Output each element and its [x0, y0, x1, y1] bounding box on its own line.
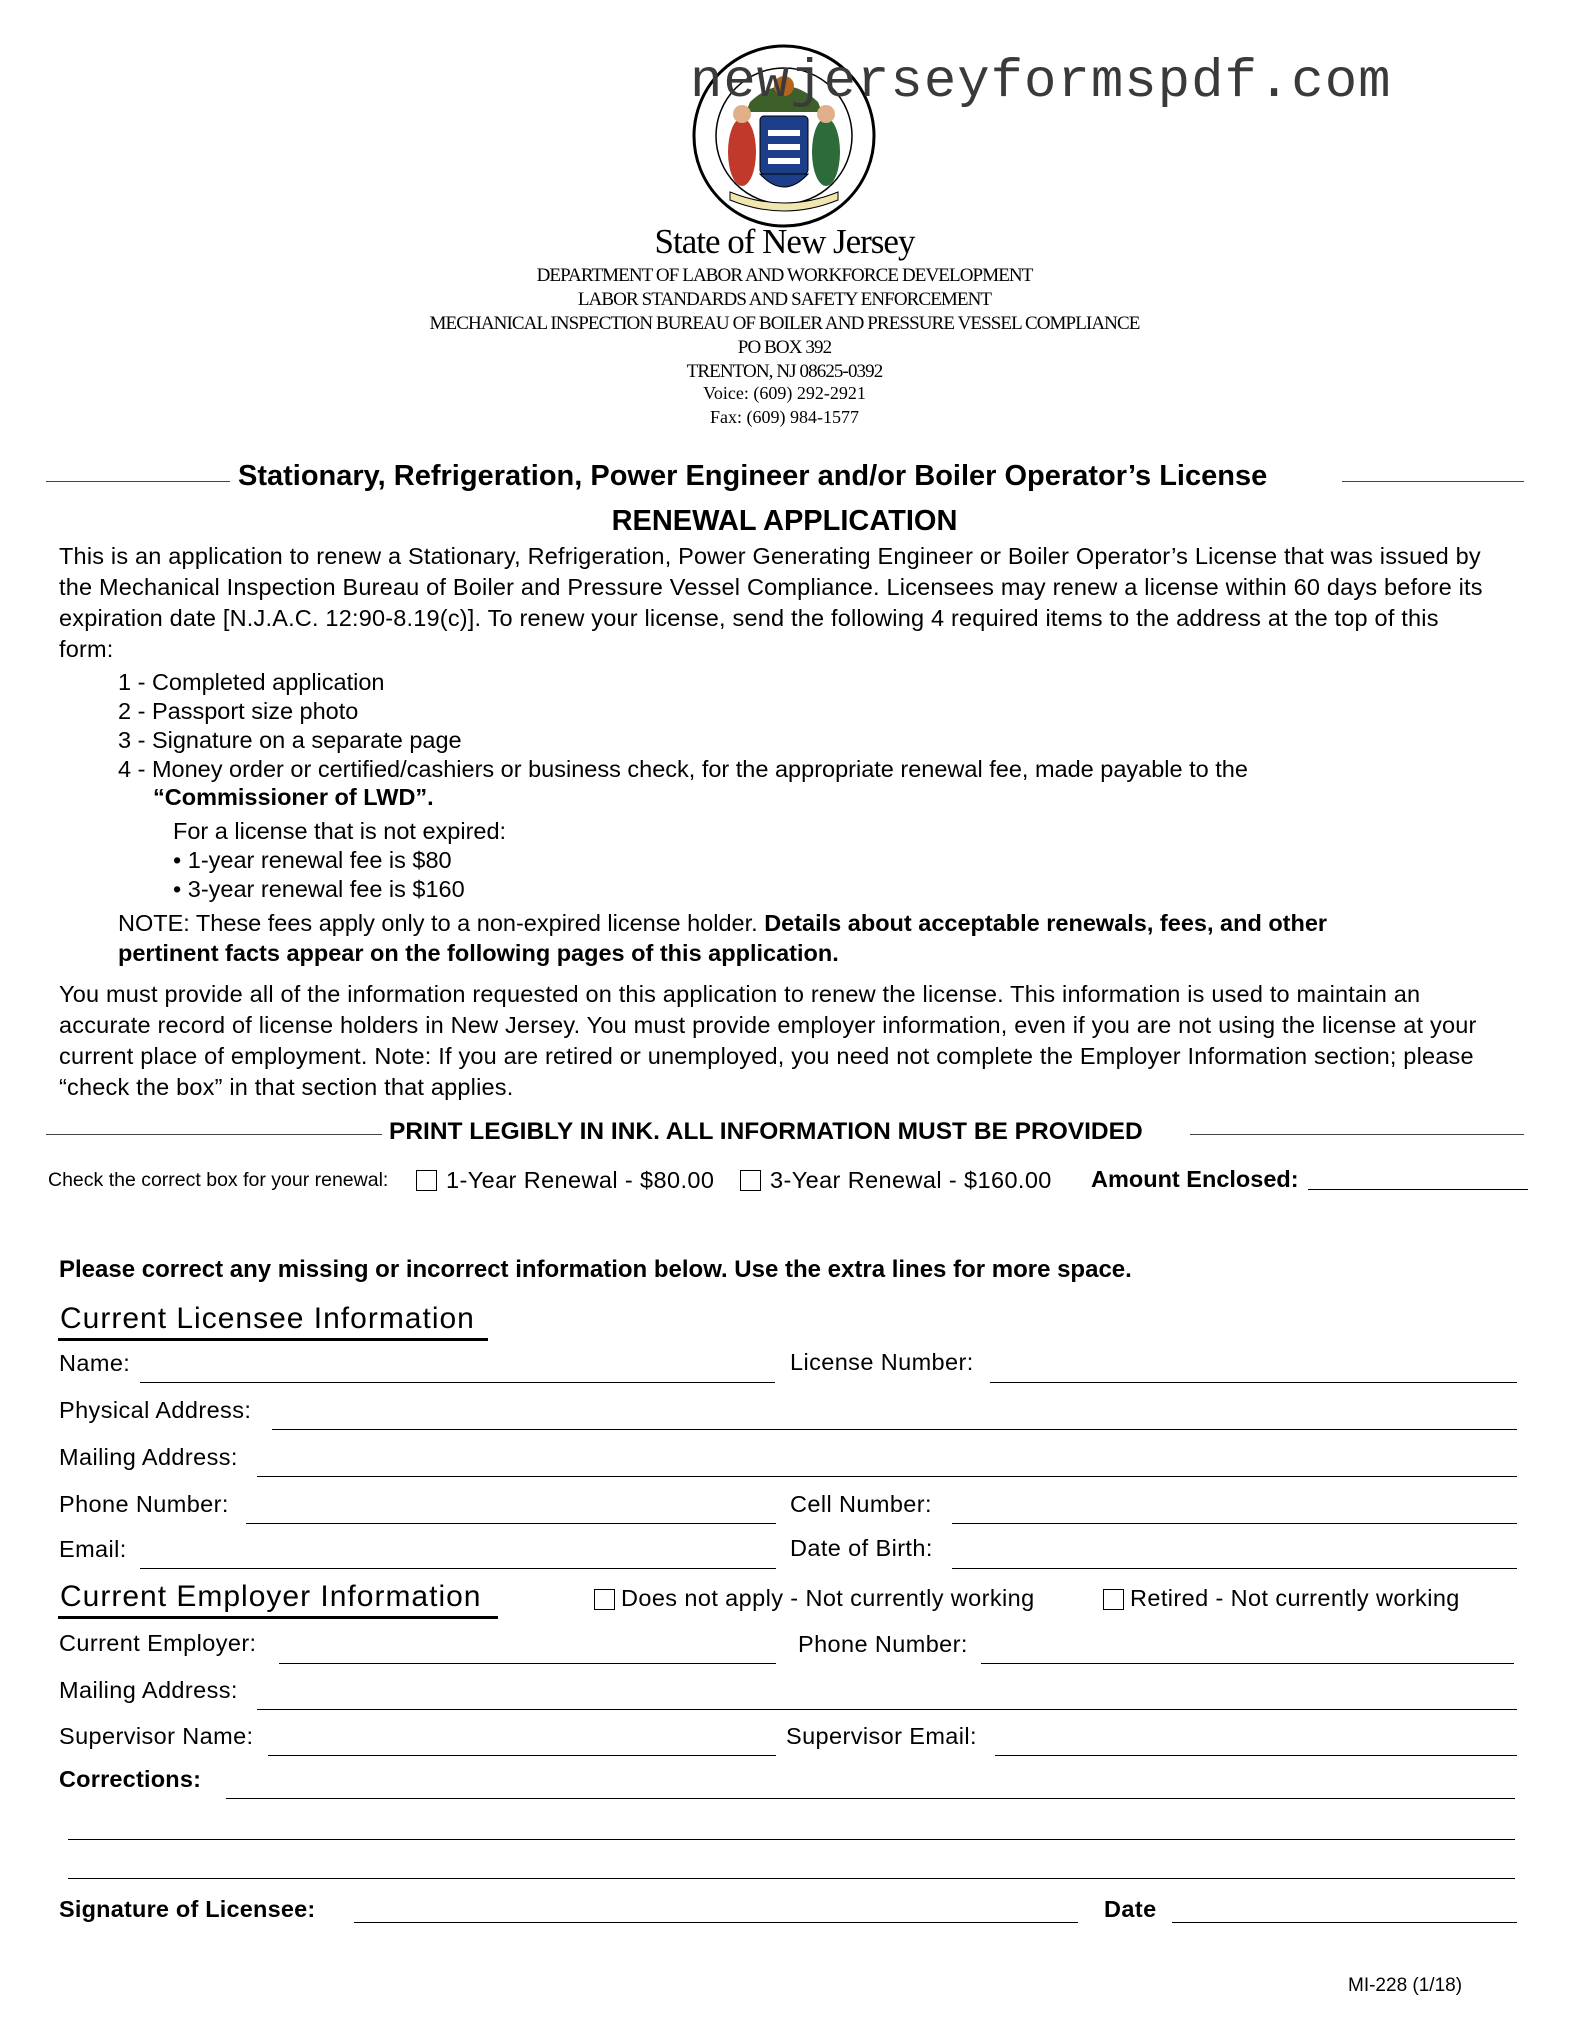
physical-address-field[interactable] — [272, 1429, 1517, 1430]
employer-heading-underline — [58, 1616, 498, 1619]
city-address: TRENTON, NJ 08625-0392 — [686, 361, 883, 382]
state-name: State of New Jersey — [654, 222, 915, 261]
print-rule-left — [46, 1134, 382, 1135]
required-item-3: 3 - Signature on a separate page — [118, 727, 462, 753]
email-field[interactable] — [140, 1568, 776, 1569]
fee-note-plain: NOTE: These fees apply only to a non-expired license holder. — [118, 910, 758, 936]
employer-section-heading: Current Employer Information — [60, 1580, 482, 1613]
supervisor-name-field[interactable] — [268, 1755, 776, 1756]
fee-note-bold-2: pertinent facts appear on the following pages of this application. — [118, 940, 839, 966]
phone-field[interactable] — [246, 1523, 776, 1524]
fee-intro: For a license that is not expired: — [173, 818, 507, 844]
title-rule-right — [1342, 481, 1524, 482]
fee-3-year: • 3-year renewal fee is $160 — [173, 876, 465, 902]
license-number-field[interactable] — [990, 1382, 1517, 1383]
division-name: LABOR STANDARDS AND SAFETY ENFORCEMENT — [577, 289, 992, 310]
supervisor-name-label: Supervisor Name: — [59, 1723, 254, 1749]
employer-phone-label: Phone Number: — [798, 1631, 968, 1657]
po-box: PO BOX 392 — [737, 337, 832, 358]
phone-label: Phone Number: — [59, 1491, 229, 1517]
print-banner: PRINT LEGIBLY IN INK. ALL INFORMATION MUST BE PROVIDED — [389, 1118, 1143, 1145]
physical-address-label: Physical Address: — [59, 1397, 252, 1423]
fee-1-year: • 1-year renewal fee is $80 — [173, 847, 452, 873]
fee-note — [118, 910, 1327, 937]
name-label: Name: — [59, 1350, 131, 1376]
employer-phone-field[interactable] — [981, 1663, 1514, 1664]
info-paragraph: You must provide all of the information requested on this application to renew the license. This information is used to maintain an accurate record of license holders in New Jersey. You must provide employer information, even if you are not using the license at your current place of employment. Note: If you are retired or unemployed, you need not complete the Employer Information section; please “check the box” in that section that applies. — [59, 981, 1477, 1100]
supervisor-email-label: Supervisor Email: — [786, 1723, 977, 1749]
employer-mailing-field[interactable] — [257, 1709, 1517, 1710]
date-label: Date — [1104, 1896, 1157, 1922]
retired-checkbox[interactable] — [1103, 1589, 1124, 1610]
correction-instructions: Please correct any missing or incorrect information below. Use the extra lines for more space. — [59, 1256, 1132, 1283]
licensee-heading-underline — [58, 1338, 488, 1341]
bureau-name: MECHANICAL INSPECTION BUREAU OF BOILER AND PRESSURE VESSEL COMPLIANCE — [429, 313, 1140, 334]
corrections-line-3[interactable] — [68, 1878, 1515, 1879]
department-name: DEPARTMENT OF LABOR AND WORKFORCE DEVELOPMENT — [536, 265, 1033, 286]
dob-label: Date of Birth: — [790, 1535, 933, 1561]
payee-name: “Commissioner of LWD”. — [153, 784, 434, 810]
license-number-label: License Number: — [790, 1349, 974, 1375]
amount-enclosed-label: Amount Enclosed: — [1091, 1166, 1299, 1192]
form-title: Stationary, Refrigeration, Power Engineer and/or Boiler Operator’s License — [238, 460, 1268, 492]
corrections-line-1[interactable] — [226, 1798, 1515, 1799]
name-field[interactable] — [140, 1382, 775, 1383]
form-id: MI-228 (1/18) — [1348, 1975, 1463, 1996]
title-rule-left — [46, 481, 230, 482]
signature-field[interactable] — [354, 1922, 1078, 1923]
supervisor-email-field[interactable] — [995, 1755, 1517, 1756]
corrections-label: Corrections: — [59, 1766, 202, 1792]
one-year-checkbox[interactable] — [416, 1170, 437, 1191]
one-year-label: 1-Year Renewal - $80.00 — [446, 1167, 715, 1193]
cell-field[interactable] — [952, 1523, 1517, 1524]
email-label: Email: — [59, 1536, 127, 1562]
not-working-label: Does not apply - Not currently working — [621, 1585, 1035, 1611]
signature-label: Signature of Licensee: — [59, 1896, 316, 1922]
dob-field[interactable] — [952, 1568, 1517, 1569]
mailing-address-field[interactable] — [257, 1476, 1517, 1477]
three-year-label: 3-Year Renewal - $160.00 — [770, 1167, 1052, 1193]
corrections-line-2[interactable] — [68, 1839, 1515, 1840]
cell-label: Cell Number: — [790, 1491, 932, 1517]
required-item-2: 2 - Passport size photo — [118, 698, 359, 724]
amount-enclosed-field[interactable] — [1308, 1189, 1528, 1190]
intro-paragraph: This is an application to renew a Stationary, Refrigeration, Power Generating Engineer or Boiler Operator’s License that was issued by the Mechanical Inspection Bureau of Boiler and Pressure Vessel Compliance. Licensees may renew a license within 60 days before its expiration date [N.J.A.C. 12:90-8.19(c)]. To renew your license, send the following 4 required items to the address at the top of this form: — [59, 543, 1483, 662]
fax-number: Fax: (609) 984-1577 — [710, 407, 859, 427]
watermark-text: newjerseyformspdf.com — [690, 52, 1392, 113]
voice-number: Voice: (609) 292-2921 — [703, 383, 866, 403]
licensee-section-heading: Current Licensee Information — [60, 1302, 475, 1335]
renewal-prompt: Check the correct box for your renewal: — [48, 1169, 389, 1191]
fee-note-bold: Details about acceptable renewals, fees, and other — [764, 910, 1328, 936]
retired-label: Retired - Not currently working — [1130, 1585, 1460, 1611]
form-subtitle: RENEWAL APPLICATION — [611, 505, 958, 537]
employer-field[interactable] — [279, 1663, 776, 1664]
three-year-checkbox[interactable] — [740, 1170, 761, 1191]
not-working-checkbox[interactable] — [594, 1589, 615, 1610]
required-item-1: 1 - Completed application — [118, 669, 385, 695]
date-field[interactable] — [1172, 1922, 1517, 1923]
print-rule-right — [1190, 1134, 1524, 1135]
employer-label: Current Employer: — [59, 1630, 257, 1656]
employer-mailing-label: Mailing Address: — [59, 1677, 238, 1703]
mailing-address-label: Mailing Address: — [59, 1444, 238, 1470]
required-item-4: 4 - Money order or certified/cashiers or business check, for the appropriate renewal fee, made payable to the — [118, 756, 1248, 782]
